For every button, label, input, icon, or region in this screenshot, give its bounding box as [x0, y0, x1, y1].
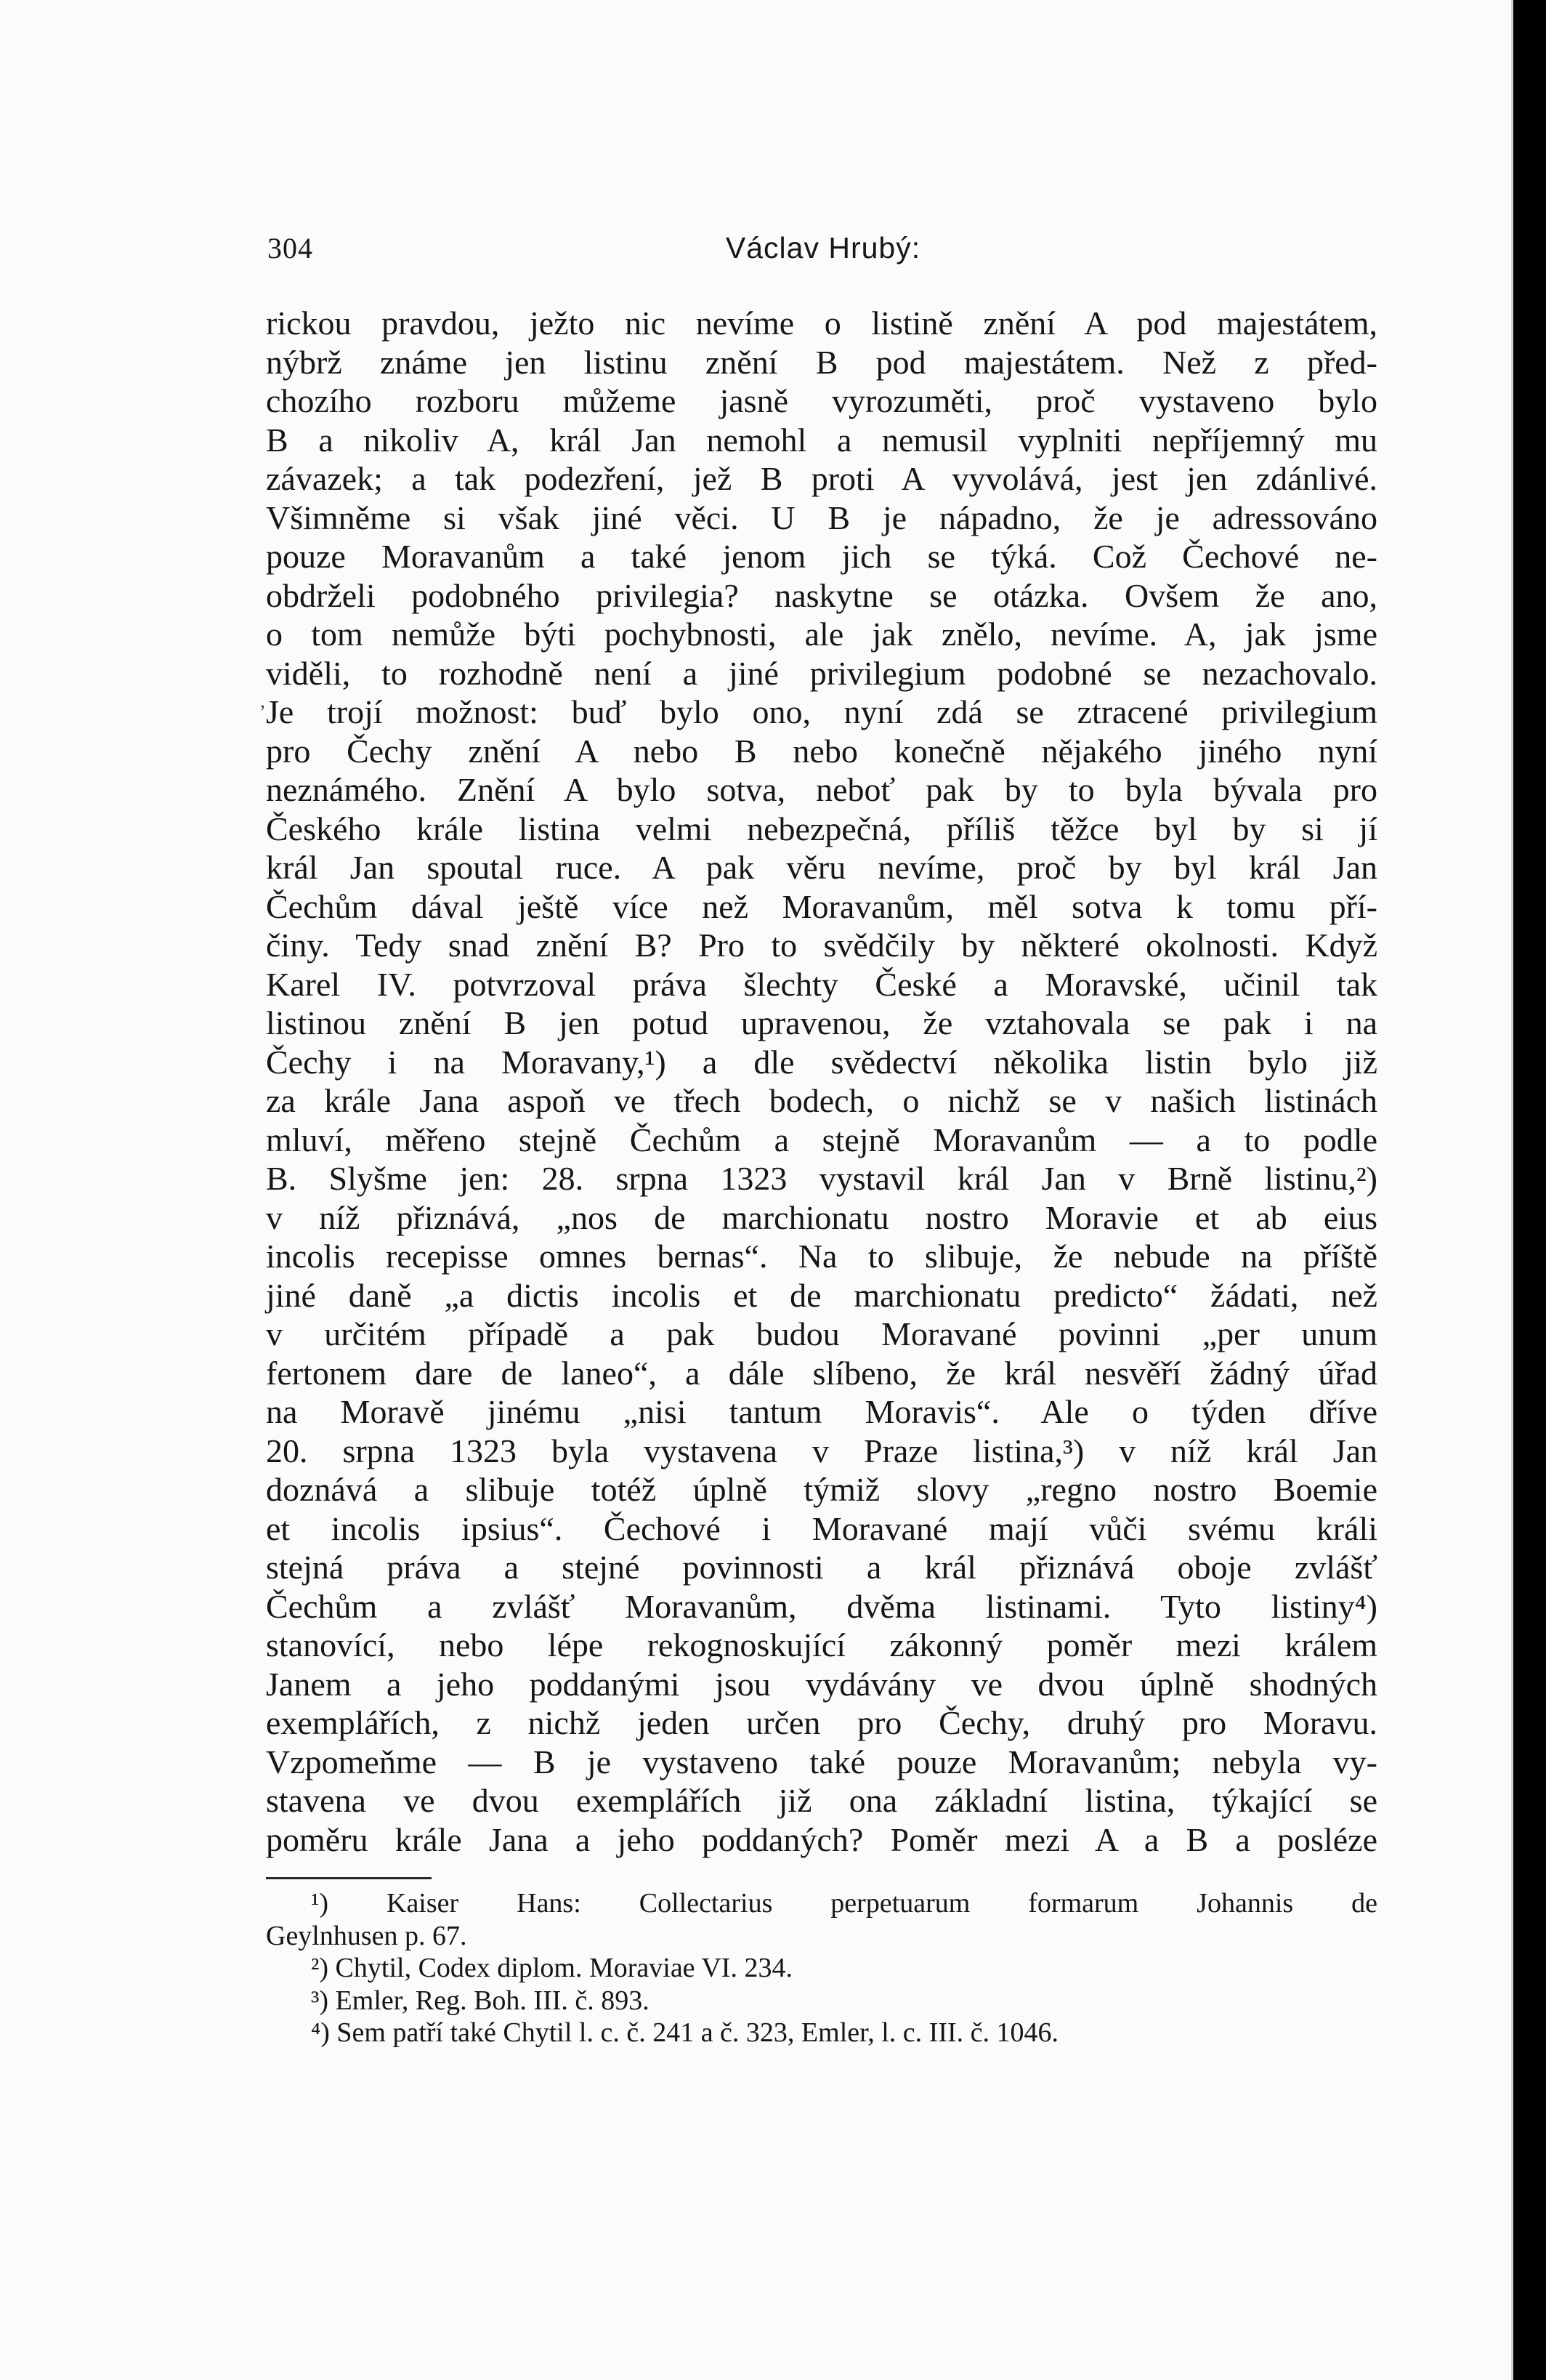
text-line: stanovící, nebo lépe rekognoskující zákonný poměr mezi králem — [266, 1626, 1377, 1663]
text-line: za krále Jana aspoň ve třech bodech, o nichž se v našich listinách — [266, 1082, 1377, 1119]
page-number: 304 — [267, 232, 313, 265]
text-line: o tom nemůže býti pochybnosti, ale jak znělo, nevíme. A, jak jsme — [266, 616, 1377, 653]
text-line: pouze Moravanům a také jenom jich se týká. Což Čechové ne- — [266, 538, 1377, 575]
text-line: Českého krále listina velmi nebezpečná, příliš těžce byl by si jí — [266, 810, 1377, 847]
running-title: Václav Hrubý: — [725, 231, 921, 265]
text-line: Čechům a zvlášť Moravanům, dvěma listinami. Tyto listiny⁴) — [266, 1587, 1377, 1625]
text-line: et incolis ipsius“. Čechové i Moravané mají vůči svému králi — [266, 1509, 1377, 1547]
footnote-1-continuation: Geylnhusen p. 67. — [266, 1920, 467, 1951]
text-line: na Moravě jinému „nisi tantum Moravis“. Ale o týden dříve — [266, 1393, 1377, 1430]
text-line: Karel IV. potvrzoval práva šlechty České a Moravské, učinil tak — [266, 965, 1377, 1003]
text-line: poměru krále Jana a jeho poddaných? Poměr mezi A a B a posléze — [266, 1820, 1377, 1858]
text-line: jiné daně „a dictis incolis et de marchionatu predicto“ žádati, než — [266, 1276, 1377, 1314]
text-line: viděli, to rozhodně není a jiné privilegium podobné se nezachovalo. — [266, 654, 1377, 692]
text-line: 20. srpna 1323 byla vystavena v Praze listina,³) v níž král Jan — [266, 1432, 1377, 1469]
text-line: Vzpomeňme — B je vystaveno také pouze Moravanům; nebyla vy- — [266, 1743, 1377, 1780]
text-line: závazek; a tak podezření, jež B proti A vyvolává, jest jen zdánlivé. — [266, 460, 1377, 497]
text-line: listinou znění B jen potud upravenou, že vztahovala se pak i na — [266, 1004, 1377, 1041]
text-line: pro Čechy znění A nebo B nebo konečně nějakého jiného nyní — [266, 732, 1377, 770]
page-header — [267, 231, 1379, 275]
text-line: mluví, měřeno stejně Čechům a stejně Moravanům — a to podle — [266, 1121, 1377, 1158]
footnotes — [266, 1887, 1377, 2049]
text-line: incolis recepisse omnes bernas“. Na to slibuje, že nebude na příště — [266, 1238, 1377, 1275]
text-line: B a nikoliv A, král Jan nemohl a nemusil vyplniti nepříjemný mu — [266, 421, 1377, 459]
text-line: chozího rozboru můžeme jasně vyrozuměti, proč vystaveno bylo — [266, 382, 1377, 419]
text-line: Čechům dával ještě více než Moravanům, měl sotva k tomu pří- — [266, 887, 1377, 925]
text-line: činy. Tedy snad znění B? Pro to svědčily by některé okolnosti. Když — [266, 927, 1377, 964]
footnote-3: ³) Emler, Reg. Boh. III. č. 893. — [311, 1985, 649, 2016]
footnote-2: ²) Chytil, Codex diplom. Moraviae VI. 234. — [311, 1953, 793, 1983]
text-line: Čechy i na Moravany,¹) a dle svědectví několika listin bylo již — [266, 1043, 1377, 1081]
text-line: obdrželi podobného privilegia? naskytne se otázka. Ovšem že ano, — [266, 576, 1377, 614]
text-line: exemplářích, z nichž jeden určen pro Čechy, druhý pro Moravu. — [266, 1704, 1377, 1741]
main-text — [266, 304, 1377, 1859]
text-line: král Jan spoutal ruce. A pak věru nevíme, proč by byl král Jan — [266, 849, 1377, 886]
text-line: rickou pravdou, ježto nic nevíme o listině znění A pod majestátem, — [266, 304, 1377, 342]
text-line: fertonem dare de laneo“, a dále slíbeno, že král nesvěří žádný úřad — [266, 1354, 1377, 1392]
text-line: stejná práva a stejné povinnosti a král přiznává oboje zvlášť — [266, 1549, 1377, 1586]
footnote-divider — [266, 1877, 432, 1879]
margin-mark: ‚ — [259, 690, 266, 711]
text-line: B. Slyšme jen: 28. srpna 1323 vystavil král Jan v Brně listinu,²) — [266, 1160, 1377, 1197]
text-line: neznámého. Znění A bylo sotva, neboť pak by to byla bývala pro — [266, 771, 1377, 808]
text-line: Všimněme si však jiné věci. U B je nápadno, že je adressováno — [266, 499, 1377, 536]
text-line: Janem a jeho poddanými jsou vydávány ve dvou úplně shodných — [266, 1665, 1377, 1703]
text-line: v níž přiznává, „nos de marchionatu nostro Moravie et ab eius — [266, 1198, 1377, 1236]
footnote-1: ¹) Kaiser Hans: Collectarius perpetuarum formarum Johannis de — [311, 1888, 1377, 1919]
text-line: Je trojí možnost: buď bylo ono, nyní zdá se ztracené privilegium — [266, 693, 1377, 730]
text-line: nýbrž známe jen listinu znění B pod majestátem. Než z před- — [266, 343, 1377, 381]
text-line: v určitém případě a pak budou Moravané povinni „per unum — [266, 1315, 1377, 1352]
text-line: stavena ve dvou exemplářích již ona základní listina, týkající se — [266, 1782, 1377, 1819]
text-line: doznává a slibuje totéž úplně týmiž slovy „regno nostro Boemie — [266, 1471, 1377, 1508]
footnote-4: ⁴) Sem patří také Chytil l. c. č. 241 a č. 323, Emler, l. c. III. č. 1046. — [311, 2017, 1059, 2048]
